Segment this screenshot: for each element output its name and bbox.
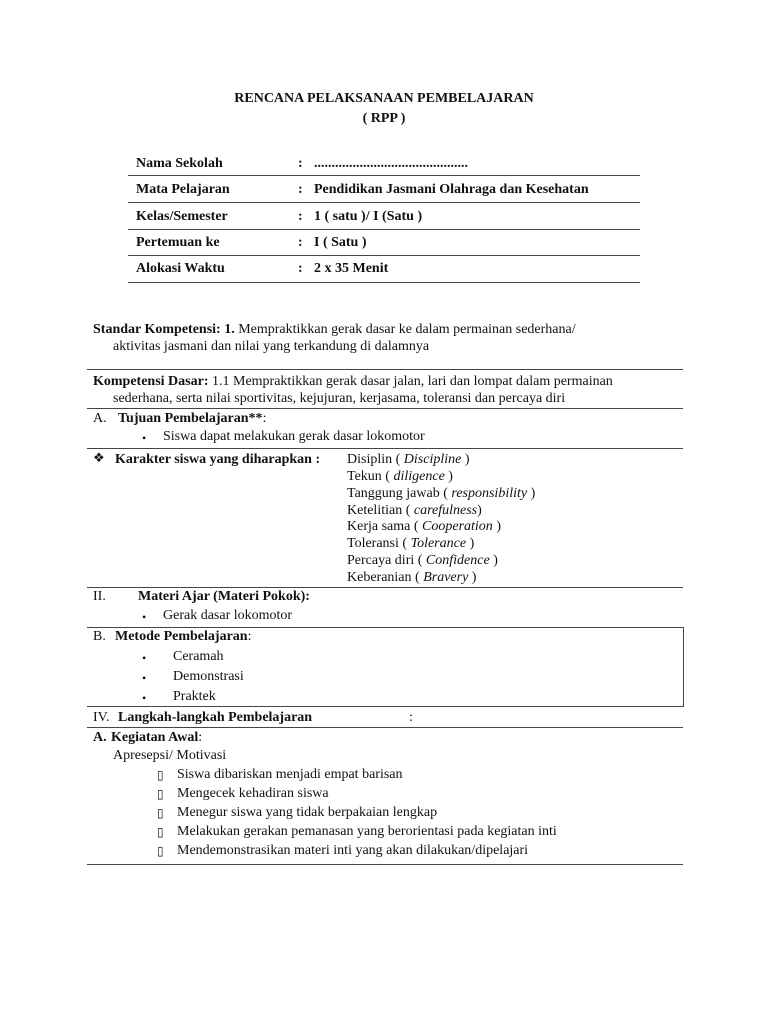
class-semester-value: 1 ( satu )/ I (Satu ) xyxy=(314,209,423,224)
bullet-icon: • xyxy=(142,610,147,624)
standard-competency-text: Mempraktikkan gerak dasar ke dalam permainan sederhana/ xyxy=(234,322,576,337)
school-name-label: Nama Sekolah xyxy=(136,156,223,171)
basic-competency-line2: sederhana, serta nilai sportivitas, kejujuran, kerjasama, toleransi dan percaya diri xyxy=(113,391,566,406)
square-bullet-icon: ▯ xyxy=(157,806,164,820)
section-rule xyxy=(87,587,683,588)
objective-label: Tujuan Pembelajaran** xyxy=(118,411,263,426)
table-rule xyxy=(128,202,640,203)
class-semester-label: Kelas/Semester xyxy=(136,209,228,224)
standard-competency-line1 xyxy=(93,322,576,338)
time-allocation-value: 2 x 35 Menit xyxy=(314,261,389,276)
opening-suffix: : xyxy=(198,730,203,745)
section-rule xyxy=(87,369,683,370)
method-suffix: : xyxy=(247,629,252,644)
opening-marker: A. xyxy=(93,730,107,745)
method-box-bottom xyxy=(87,706,684,707)
method-heading xyxy=(115,629,251,645)
school-name-value: ............................................ xyxy=(314,156,468,171)
document-title: RENCANA PELAKSANAAN PEMBELAJARAN xyxy=(234,91,534,106)
opening-item: Siswa dibariskan menjadi empat barisan xyxy=(177,767,403,782)
objective-heading xyxy=(118,411,266,427)
character-item: Disiplin ( Discipline ) xyxy=(347,452,470,467)
basic-competency-label: Kompetensi Dasar: xyxy=(93,374,209,389)
class-semester-colon: : xyxy=(298,209,303,224)
opening-item: Mendemonstrasikan materi inti yang akan dilakukan/dipelajari xyxy=(177,843,529,858)
method-item: Ceramah xyxy=(173,649,224,664)
square-bullet-icon: ▯ xyxy=(157,825,164,839)
section-rule xyxy=(87,408,683,409)
meeting-colon: : xyxy=(298,235,303,250)
standard-competency-label: Standar Kompetensi: 1. xyxy=(93,322,235,337)
section-rule xyxy=(87,448,683,449)
basic-competency-text: 1.1 Mempraktikkan gerak dasar jalan, lari dan lompat dalam permainan xyxy=(208,374,613,389)
character-item: Tanggung jawab ( responsibility ) xyxy=(347,486,536,501)
school-name-colon: : xyxy=(298,156,303,171)
table-rule xyxy=(128,175,640,176)
opening-intro: Apresepsi/ Motivasi xyxy=(113,748,227,763)
objective-marker: A. xyxy=(93,411,107,426)
section-rule xyxy=(87,727,683,728)
time-allocation-colon: : xyxy=(298,261,303,276)
method-label: Metode Pembelajaran xyxy=(115,629,248,644)
opening-label: Kegiatan Awal xyxy=(111,730,199,745)
subject-value: Pendidikan Jasmani Olahraga dan Kesehatan xyxy=(314,182,589,197)
table-rule xyxy=(128,229,640,230)
method-marker: B. xyxy=(93,629,106,644)
character-item: Tekun ( diligence ) xyxy=(347,469,453,484)
character-label: Karakter siswa yang diharapkan : xyxy=(115,452,321,467)
table-rule xyxy=(128,282,640,283)
steps-marker: IV. xyxy=(93,710,110,725)
subject-label: Mata Pelajaran xyxy=(136,182,230,197)
method-item: Praktek xyxy=(173,689,216,704)
method-item: Demonstrasi xyxy=(173,669,244,684)
time-allocation-label: Alokasi Waktu xyxy=(136,261,225,276)
diamond-bullet-icon: ❖ xyxy=(93,451,105,466)
objective-item: Siswa dapat melakukan gerak dasar lokomotor xyxy=(163,429,425,444)
method-box-right xyxy=(683,627,684,707)
opening-item: Menegur siswa yang tidak berpakaian lengkap xyxy=(177,805,438,820)
document-subtitle: ( RPP ) xyxy=(362,111,406,126)
basic-competency-line1 xyxy=(93,374,613,390)
opening-item: Mengecek kehadiran siswa xyxy=(177,786,329,801)
character-item: Toleransi ( Tolerance ) xyxy=(347,536,475,551)
square-bullet-icon: ▯ xyxy=(157,787,164,801)
bullet-icon: • xyxy=(142,431,147,445)
square-bullet-icon: ▯ xyxy=(157,768,164,782)
subject-colon: : xyxy=(298,182,303,197)
standard-competency-line2: aktivitas jasmani dan nilai yang terkandung di dalamnya xyxy=(113,339,430,354)
material-marker: II. xyxy=(93,589,106,604)
character-item: Ketelitian ( carefulness) xyxy=(347,503,482,518)
square-bullet-icon: ▯ xyxy=(157,844,164,858)
material-label: Materi Ajar (Materi Pokok): xyxy=(138,589,310,604)
method-box-top xyxy=(87,627,684,628)
bullet-icon: • xyxy=(142,691,147,705)
material-item: Gerak dasar lokomotor xyxy=(163,608,293,623)
section-rule xyxy=(87,864,683,865)
steps-label: Langkah-langkah Pembelajaran xyxy=(118,710,313,725)
character-item: Kerja sama ( Cooperation ) xyxy=(347,519,501,534)
opening-item: Melakukan gerakan pemanasan yang berorientasi pada kegiatan inti xyxy=(177,824,557,839)
meeting-label: Pertemuan ke xyxy=(136,235,220,250)
bullet-icon: • xyxy=(142,671,147,685)
steps-colon: : xyxy=(409,710,413,725)
objective-suffix: : xyxy=(262,411,267,426)
character-item: Keberanian ( Bravery ) xyxy=(347,570,477,585)
bullet-icon: • xyxy=(142,651,147,665)
table-rule xyxy=(128,255,640,256)
character-item: Percaya diri ( Confidence ) xyxy=(347,553,498,568)
meeting-value: I ( Satu ) xyxy=(314,235,367,250)
opening-heading xyxy=(111,730,202,746)
